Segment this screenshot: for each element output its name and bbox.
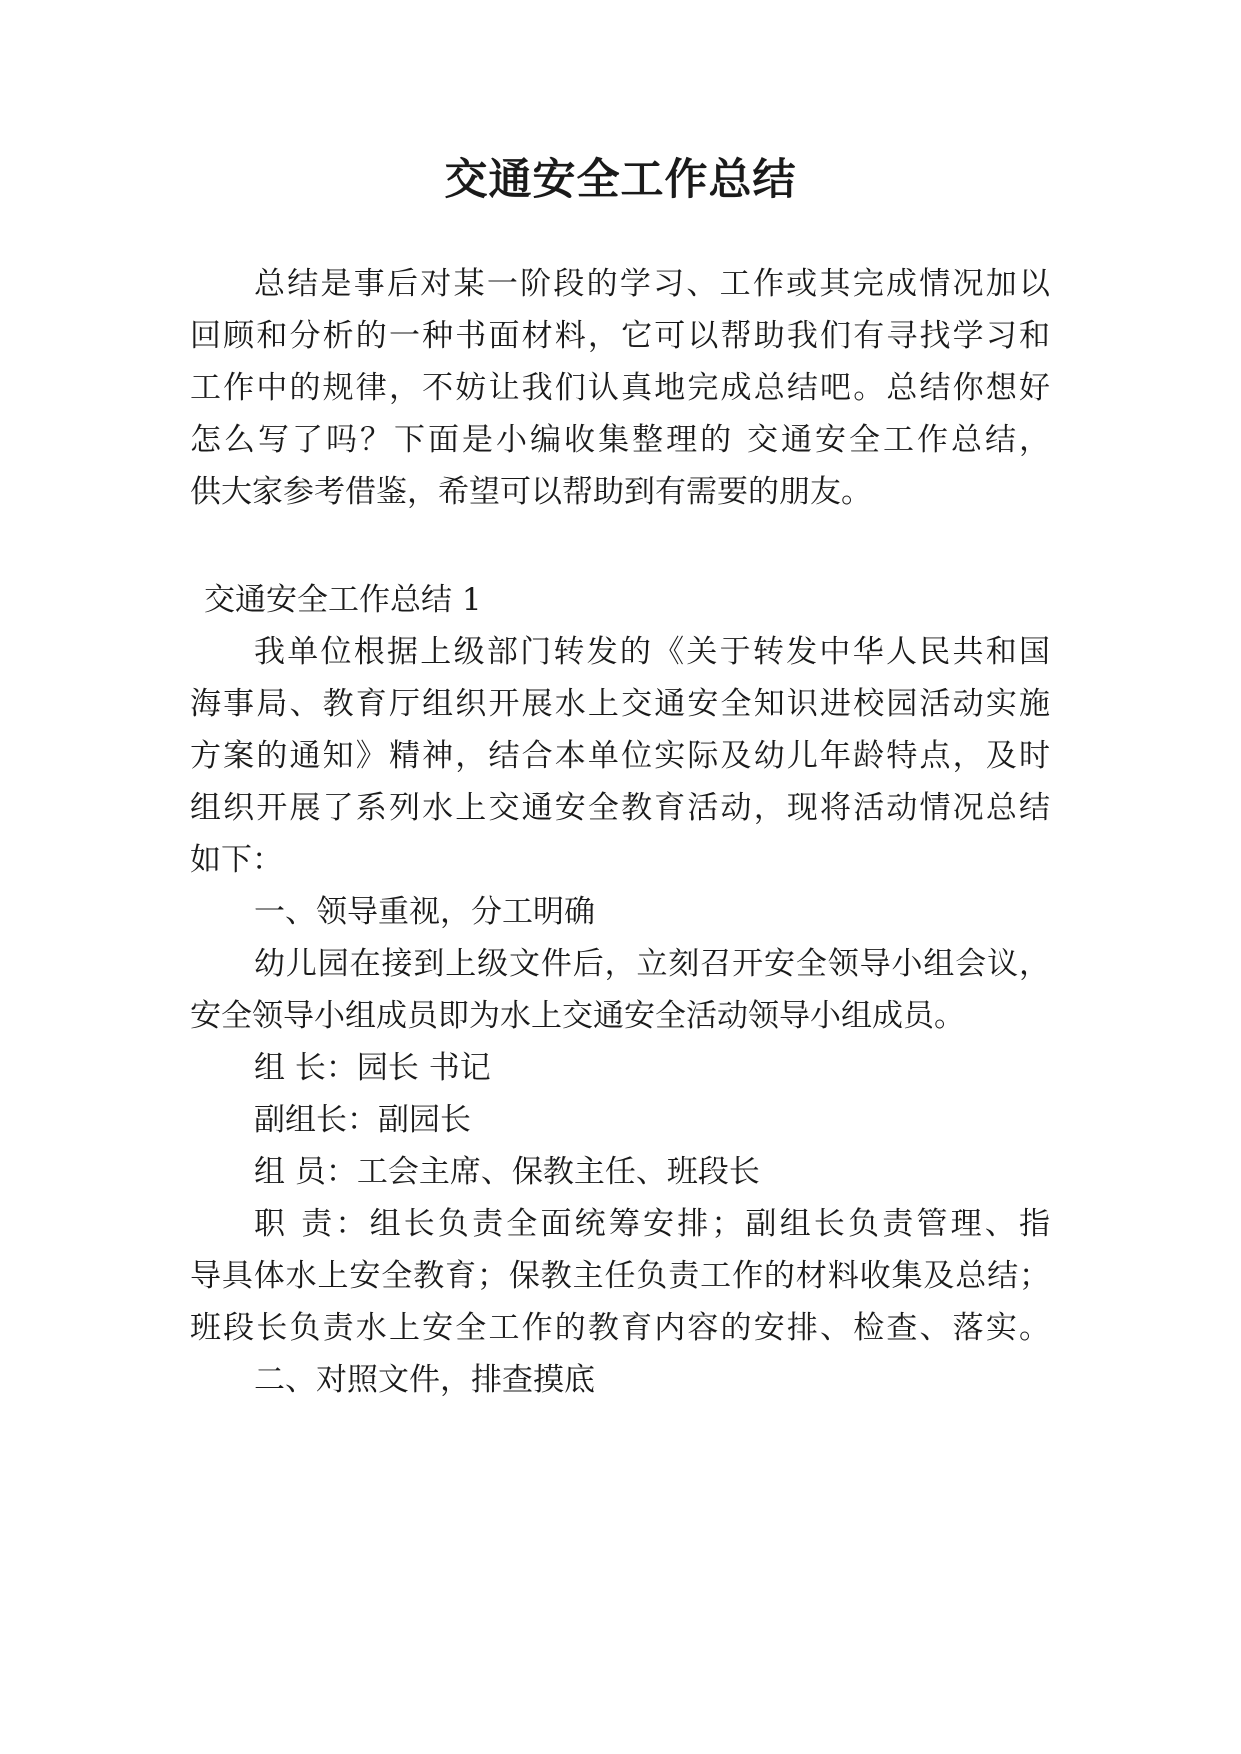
document-title: 交通安全工作总结 — [444, 155, 797, 205]
heading-inspection: 二、对照文件，排查摸底 — [254, 1362, 595, 1398]
paragraph-line: 方案的通知》精神，结合本单位实际及幼儿年龄特点，及时 — [190, 738, 1050, 774]
role-members: 组 员：工会主席、保教主任、班段长 — [254, 1154, 760, 1190]
section-title: 交通安全工作总结 1 — [204, 582, 482, 618]
role-vice-leader: 副组长：副园长 — [254, 1102, 471, 1138]
paragraph-line: 如下： — [190, 842, 283, 878]
intro-line: 供大家参考借鉴，希望可以帮助到有需要的朋友。 — [190, 474, 872, 510]
paragraph-line: 安全领导小组成员即为水上交通安全活动领导小组成员。 — [190, 998, 965, 1034]
intro-line: 总结是事后对某一阶段的学习、工作或其完成情况加以 — [254, 266, 1050, 302]
heading-leadership: 一、领导重视，分工明确 — [254, 894, 595, 930]
duties-line: 职 责：组长负责全面统筹安排；副组长负责管理、指 — [254, 1206, 1050, 1242]
role-leader: 组 长：园长 书记 — [254, 1050, 491, 1086]
paragraph-line: 幼儿园在接到上级文件后，立刻召开安全领导小组会议， — [254, 946, 1050, 982]
paragraph-line: 海事局、教育厅组织开展水上交通安全知识进校园活动实施 — [190, 686, 1050, 722]
paragraph-line: 组织开展了系列水上交通安全教育活动，现将活动情况总结 — [190, 790, 1050, 826]
intro-line: 工作中的规律，不妨让我们认真地完成总结吧。总结你想好 — [190, 370, 1050, 406]
paragraph-line: 我单位根据上级部门转发的《关于转发中华人民共和国 — [254, 634, 1050, 670]
duties-line: 导具体水上安全教育；保教主任负责工作的材料收集及总结； — [190, 1258, 1050, 1294]
duties-line: 班段长负责水上安全工作的教育内容的安排、检查、落实。 — [190, 1310, 1050, 1346]
intro-line: 怎么写了吗？下面是小编收集整理的 交通安全工作总结， — [190, 422, 1050, 458]
intro-line: 回顾和分析的一种书面材料，它可以帮助我们有寻找学习和 — [190, 318, 1050, 354]
